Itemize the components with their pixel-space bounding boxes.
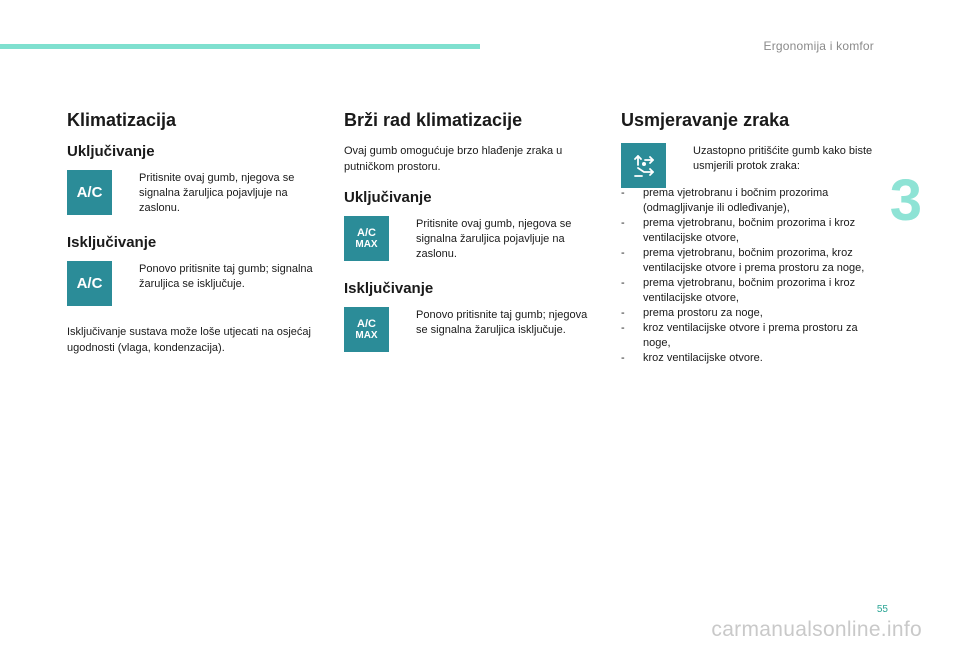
section-title: Usmjeravanje zraka [621, 110, 790, 130]
list-item [621, 186, 881, 216]
dash-marker: - [621, 352, 625, 364]
section-title: Klimatizacija [67, 110, 177, 130]
air-flow-icon [629, 151, 659, 181]
air-direction-list [621, 186, 881, 366]
bullet-icon [401, 308, 416, 338]
watermark: carmanualsonline.info [711, 618, 922, 641]
instruction-text: Pritisnite ovaj gumb, njegova se signalna žaruljica pojavljuje na zaslonu. [139, 172, 295, 214]
chapter-number: 3 [889, 168, 922, 233]
list-item-text: kroz ventilacijske otvore i prema prostoru za noge, [643, 322, 858, 349]
page-number: 55 [876, 604, 888, 615]
column-air-conditioning [67, 110, 317, 370]
list-item [621, 306, 881, 321]
instruction-row [67, 170, 317, 216]
switch-off-heading: Isključivanje [67, 234, 157, 251]
instruction [124, 262, 317, 292]
instruction [124, 171, 317, 216]
ac-label: A/C [357, 317, 376, 330]
air-distribution-button-icon [621, 143, 666, 188]
ac-label: A/C [76, 184, 103, 201]
list-item-text: kroz ventilacijske otvore. [643, 352, 763, 364]
list-item [621, 246, 881, 276]
list-item-text: prema vjetrobranu, bočnim prozorima i kroz ventilacijske otvore, [643, 217, 856, 244]
bullet-icon [124, 171, 139, 216]
dash-marker: - [621, 322, 625, 334]
bullet-icon [401, 217, 416, 262]
dash-marker: - [621, 277, 625, 289]
instruction-row [344, 216, 594, 262]
instruction [678, 144, 881, 174]
instruction [401, 217, 594, 262]
dash-marker: - [621, 247, 625, 259]
bullet-icon [678, 144, 693, 174]
dash-marker: - [621, 307, 625, 319]
list-item-text: prema vjetrobranu, bočnim prozorima i kroz ventilacijske otvore, [643, 277, 856, 304]
list-item [621, 351, 881, 366]
list-item-text: prema vjetrobranu, bočnim prozorima, kroz ventilacijske otvore i prema prostoru za noge, [643, 247, 865, 274]
instruction-text: Ponovo pritisnite taj gumb; signalna žaruljica se isključuje. [139, 263, 313, 290]
instruction-text: Ponovo pritisnite taj gumb; njegova se signalna žaruljica isključuje. [416, 309, 588, 336]
instruction-text: Uzastopno pritišćite gumb kako biste usmjerili protok zraka: [693, 145, 873, 172]
max-label: MAX [355, 329, 378, 341]
list-item-text: prema vjetrobranu i bočnim prozorima (odmagljivanje ili odleđivanje), [643, 187, 829, 214]
ac-button-icon [67, 170, 112, 215]
instruction-text: Pritisnite ovaj gumb, njegova se signalna žaruljica pojavljuje na zaslonu. [416, 218, 572, 260]
instruction-row [67, 261, 317, 306]
max-label: MAX [355, 238, 378, 250]
column-max-ac [344, 110, 594, 370]
switch-on-heading: Uključivanje [67, 143, 155, 160]
instruction-row [621, 143, 881, 188]
list-item-text: prema prostoru za noge, [643, 307, 763, 319]
switch-on-heading: Uključivanje [344, 189, 432, 206]
section-header: Ergonomija i komfor [763, 39, 874, 53]
list-item [621, 216, 881, 246]
dash-marker: - [621, 217, 625, 229]
instruction [401, 308, 594, 338]
list-item [621, 321, 881, 351]
section-title: Brži rad klimatizacije [344, 110, 523, 130]
list-item [621, 276, 881, 306]
column-air-distribution [621, 110, 881, 366]
switch-off-heading: Isključivanje [344, 280, 434, 297]
ac-max-button-icon [344, 216, 389, 261]
top-accent-bar [0, 44, 480, 49]
instruction-row [344, 307, 594, 352]
ac-button-icon [67, 261, 112, 306]
ac-max-button-icon [344, 307, 389, 352]
bullet-icon [124, 262, 139, 292]
ac-label: A/C [357, 226, 376, 239]
dash-marker: - [621, 187, 625, 199]
ac-label: A/C [76, 275, 103, 292]
intro-text: Ovaj gumb omogućuje brzo hlađenje zraka u putničkom prostoru. [344, 145, 563, 173]
note-text: Isključivanje sustava može loše utjecati na osjećaj ugodnosti (vlaga, kondenzacija). [67, 326, 311, 354]
